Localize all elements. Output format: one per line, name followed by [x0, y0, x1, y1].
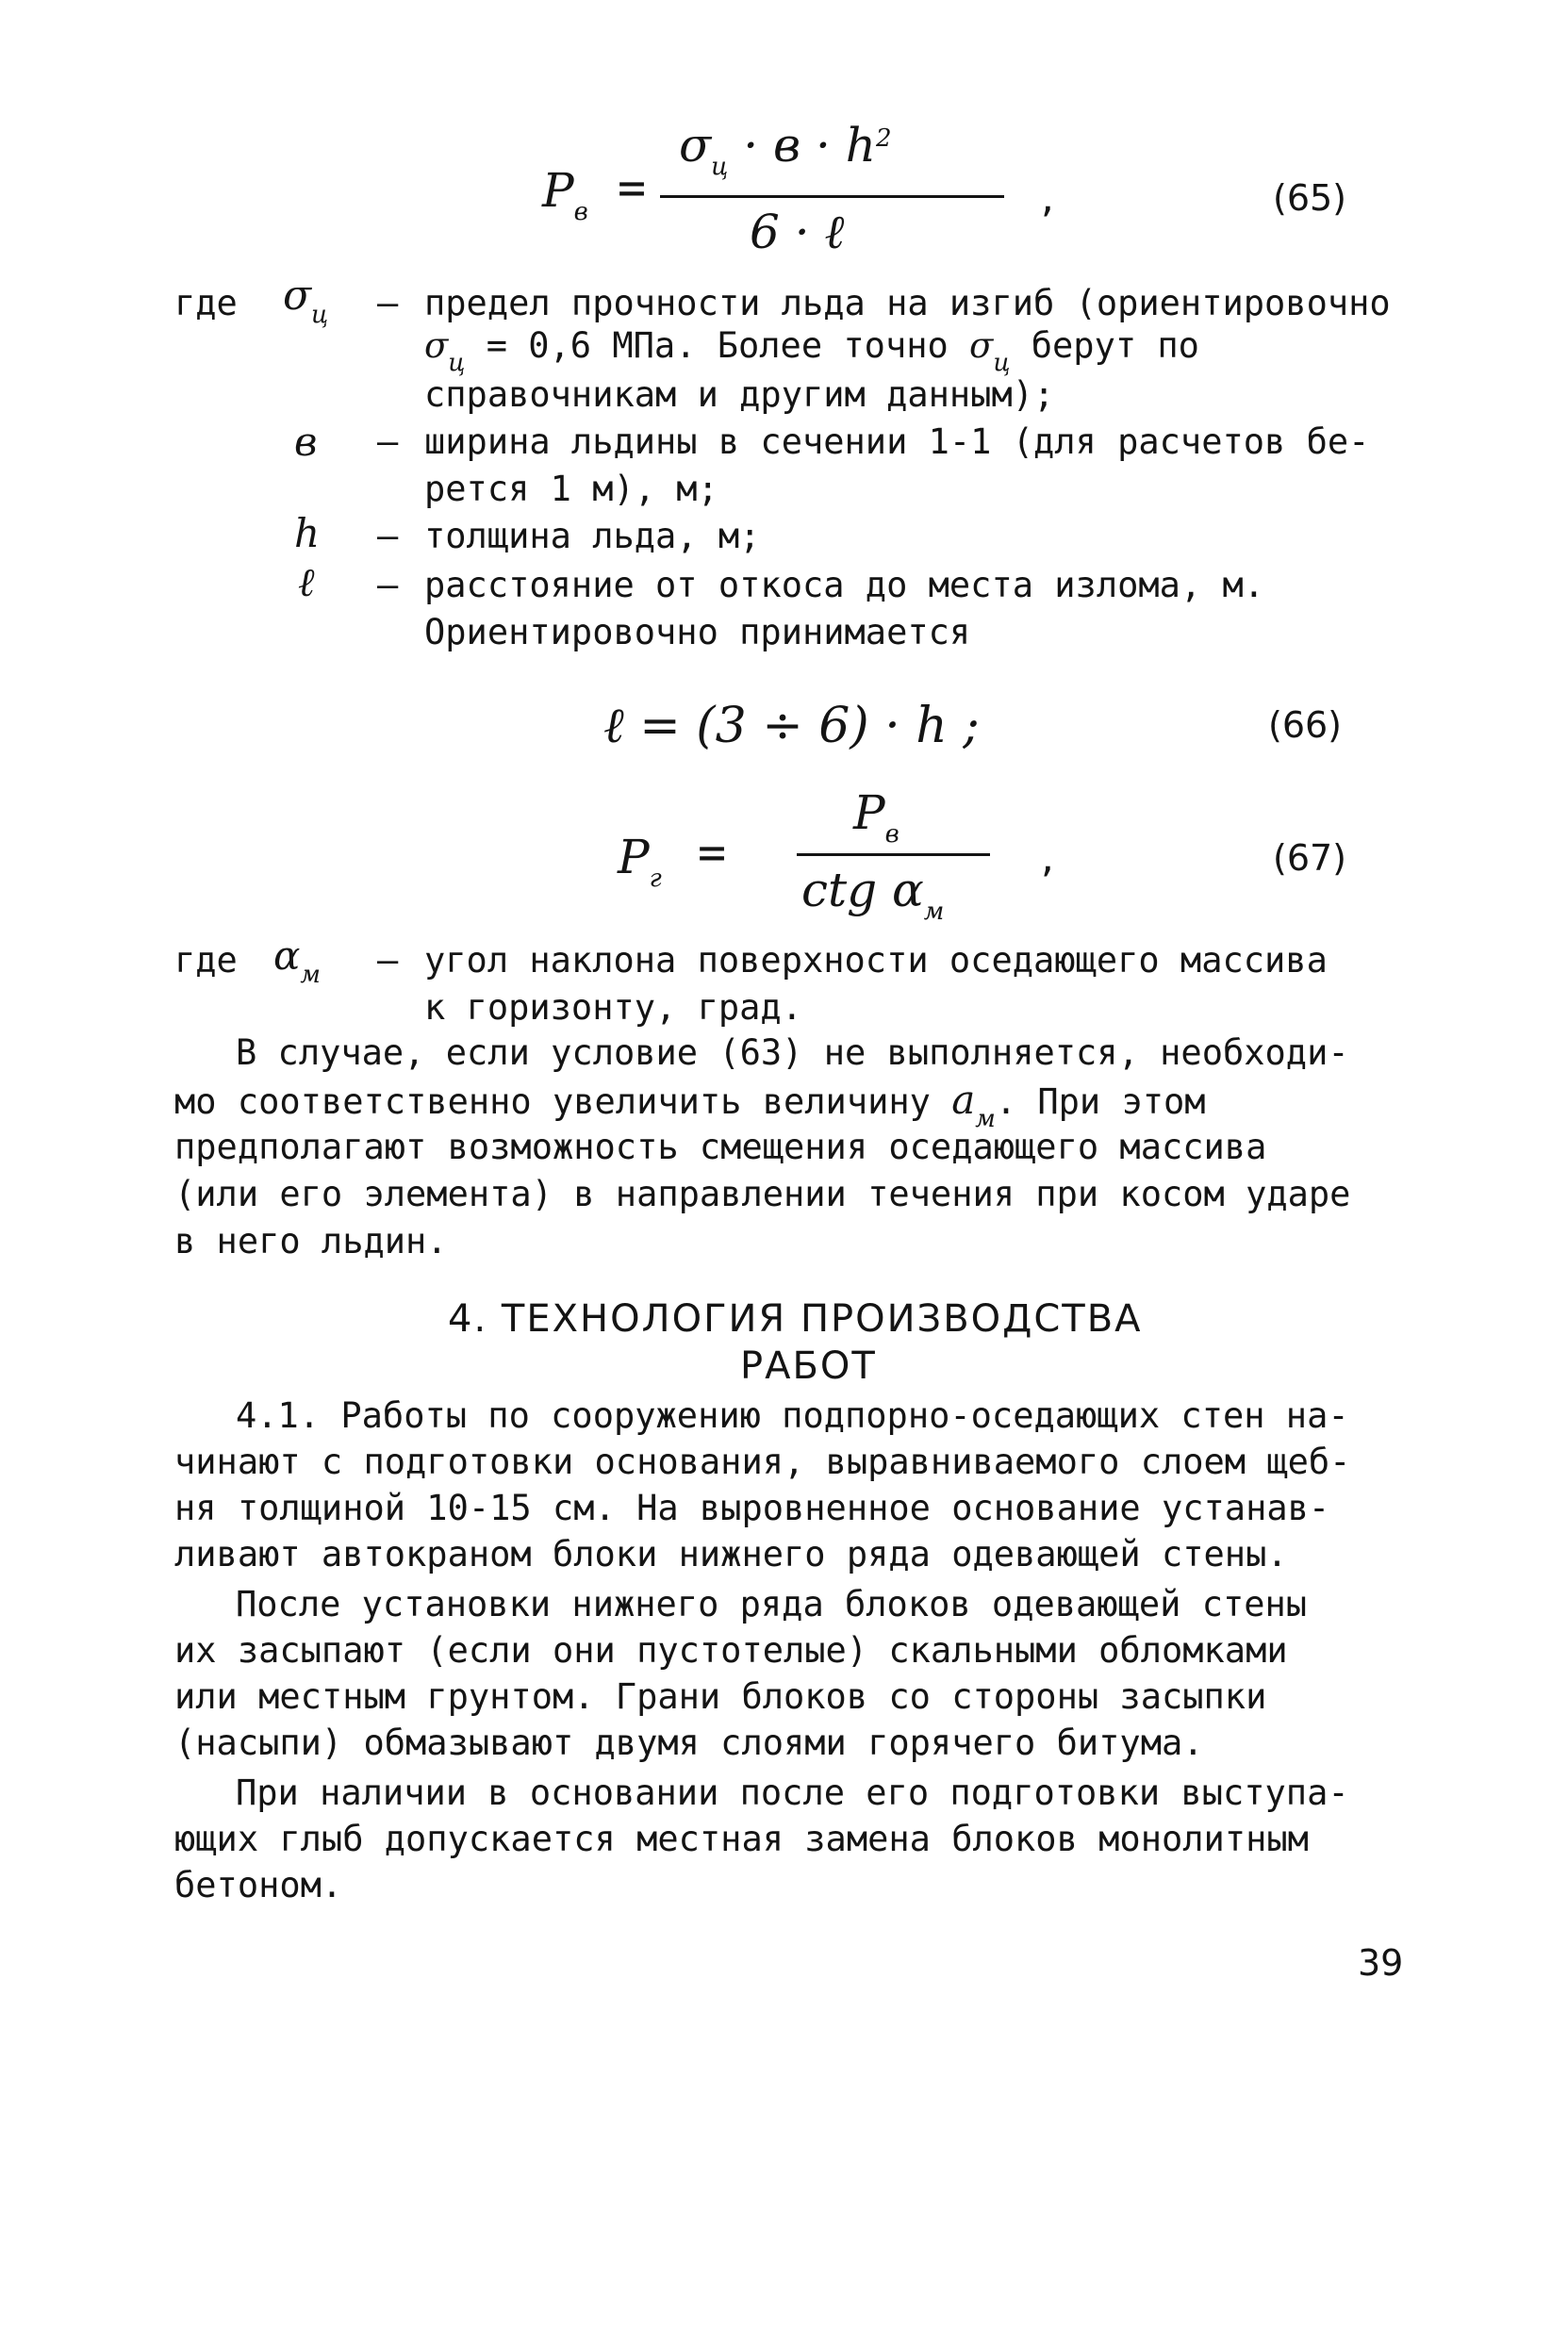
- def-line: рется 1 м), м;: [424, 469, 718, 509]
- paragraph-line: ня толщиной 10-15 см. На выровненное основание устанав-: [174, 1488, 1330, 1528]
- paragraph-line: предполагают возможность смещения оседающего массива: [174, 1127, 1267, 1167]
- paragraph-line: (или его элемента) в направлении течения при косом ударе: [174, 1174, 1351, 1214]
- sigma: σ: [969, 325, 994, 366]
- sigma: σ: [283, 272, 312, 320]
- paragraph-line: После установки нижнего ряда блоков одевающей стены: [236, 1584, 1308, 1624]
- def-alpha-symbol: [273, 932, 321, 989]
- paragraph-line: чинают с подготовки основания, выравниваемого слоем щеб-: [174, 1442, 1351, 1482]
- formula-65-lhs: [542, 163, 588, 226]
- formula-65-equals: =: [618, 160, 647, 215]
- paragraph-line: (насыпи) обмазывают двумя слоями горячего битума.: [174, 1723, 1204, 1763]
- section-title-line2: РАБОТ: [740, 1344, 877, 1388]
- section-title-line1: 4. ТЕХНОЛОГИЯ ПРОИЗВОДСТВА: [448, 1297, 1143, 1341]
- formula-67-denominator: [801, 863, 945, 926]
- numerator-subscript: ц: [711, 153, 729, 181]
- def-line: [424, 323, 1199, 377]
- def-dash: –: [377, 421, 399, 462]
- formula-67-number: (67): [1273, 837, 1347, 879]
- paragraph-line: [174, 1077, 1206, 1133]
- paragraph-line: их засыпают (если они пустотелые) скальными обломками: [174, 1630, 1288, 1671]
- formula-66-expression: ℓ = (3 ÷ 6) · h ;: [603, 698, 980, 754]
- def-dash: –: [377, 565, 399, 605]
- def-h-symbol: h: [294, 510, 321, 556]
- formula-65-numerator: [679, 118, 892, 181]
- def-line: Ориентировочно принимается: [424, 612, 971, 652]
- def-b-symbol: в: [294, 419, 318, 465]
- paragraph-line: В случае, если условие (63) не выполняется, необходи-: [236, 1032, 1349, 1073]
- paragraph-line: в него льдин.: [174, 1221, 448, 1261]
- def-line: угол наклона поверхности оседающего массива: [424, 940, 1328, 981]
- formula-66-number: (66): [1268, 704, 1343, 746]
- numerator-superscript: 2: [875, 124, 892, 153]
- def-line: к горизонту, град.: [424, 987, 802, 1028]
- def-line: расстояние от откоса до места излома, м.: [424, 565, 1265, 605]
- numerator-subscript: в: [884, 820, 900, 849]
- sigma-subscript: ц: [993, 349, 1011, 377]
- paragraph-line: При наличии в основании после его подготовки выступа-: [236, 1772, 1349, 1813]
- def-l-symbol: ℓ: [298, 559, 315, 605]
- paragraph-line: 4.1. Работы по сооружению подпорно-оседающих стен на-: [236, 1395, 1349, 1436]
- inline-subscript: м: [975, 1105, 996, 1133]
- formula-67-fraction-bar: [797, 853, 990, 856]
- lhs-subscript: г: [649, 865, 662, 893]
- numerator-sigma: σ: [679, 118, 712, 173]
- def-sigma-symbol: [283, 272, 329, 329]
- paragraph-line: бетоном.: [174, 1865, 343, 1905]
- formula-67-lhs: [618, 830, 662, 893]
- paragraph-line: ющих глыб допускается местная замена блоков монолитным: [174, 1819, 1309, 1859]
- def-dash: –: [377, 940, 399, 981]
- denominator-subscript: м: [923, 898, 945, 926]
- formula-65-number: (65): [1273, 177, 1347, 219]
- formula-67-numerator: [853, 785, 900, 849]
- def-text: берут по: [1010, 325, 1199, 366]
- page-number: 39: [1358, 1942, 1404, 1984]
- numerator-rest: · в · h: [728, 118, 876, 173]
- paragraph-text: . При этом: [995, 1081, 1206, 1122]
- lhs-subscript: в: [573, 198, 588, 226]
- formula-65-comma: ,: [1037, 179, 1059, 220]
- denominator-text: ctg α: [801, 863, 924, 917]
- numerator-symbol: P: [853, 785, 885, 840]
- alpha: α: [273, 932, 301, 979]
- inline-symbol: a: [951, 1077, 976, 1123]
- sigma-subscript: ц: [311, 301, 329, 329]
- def-line: ширина льдины в сечении 1-1 (для расчетов бе-: [424, 421, 1370, 462]
- formula-65-denominator: 6 · ℓ: [750, 205, 845, 259]
- formula-67-equals: =: [698, 825, 727, 880]
- sigma-subscript: ц: [448, 349, 466, 377]
- paragraph-line: ливают автокраном блоки нижнего ряда одевающей стены.: [174, 1534, 1288, 1574]
- where-label: где: [174, 283, 238, 323]
- alpha-subscript: м: [300, 961, 321, 989]
- def-dash: –: [377, 516, 399, 556]
- def-text: = 0,6 МПа. Более точно: [465, 325, 970, 366]
- formula-67-comma: ,: [1037, 839, 1059, 880]
- paragraph-line: или местным грунтом. Грани блоков со стороны засыпки: [174, 1676, 1267, 1717]
- lhs-symbol: P: [618, 830, 650, 884]
- lhs-symbol: P: [542, 163, 574, 218]
- def-dash: –: [377, 283, 399, 323]
- def-line: справочникам и другим данным);: [424, 374, 1055, 415]
- sigma: σ: [424, 325, 449, 366]
- def-line: толщина льда, м;: [424, 516, 761, 556]
- def-line: предел прочности льда на изгиб (ориентировочно: [424, 283, 1391, 323]
- paragraph-text: мо соответственно увеличить величину: [174, 1081, 931, 1122]
- where-label: где: [174, 940, 238, 981]
- formula-65-fraction-bar: [660, 195, 1004, 198]
